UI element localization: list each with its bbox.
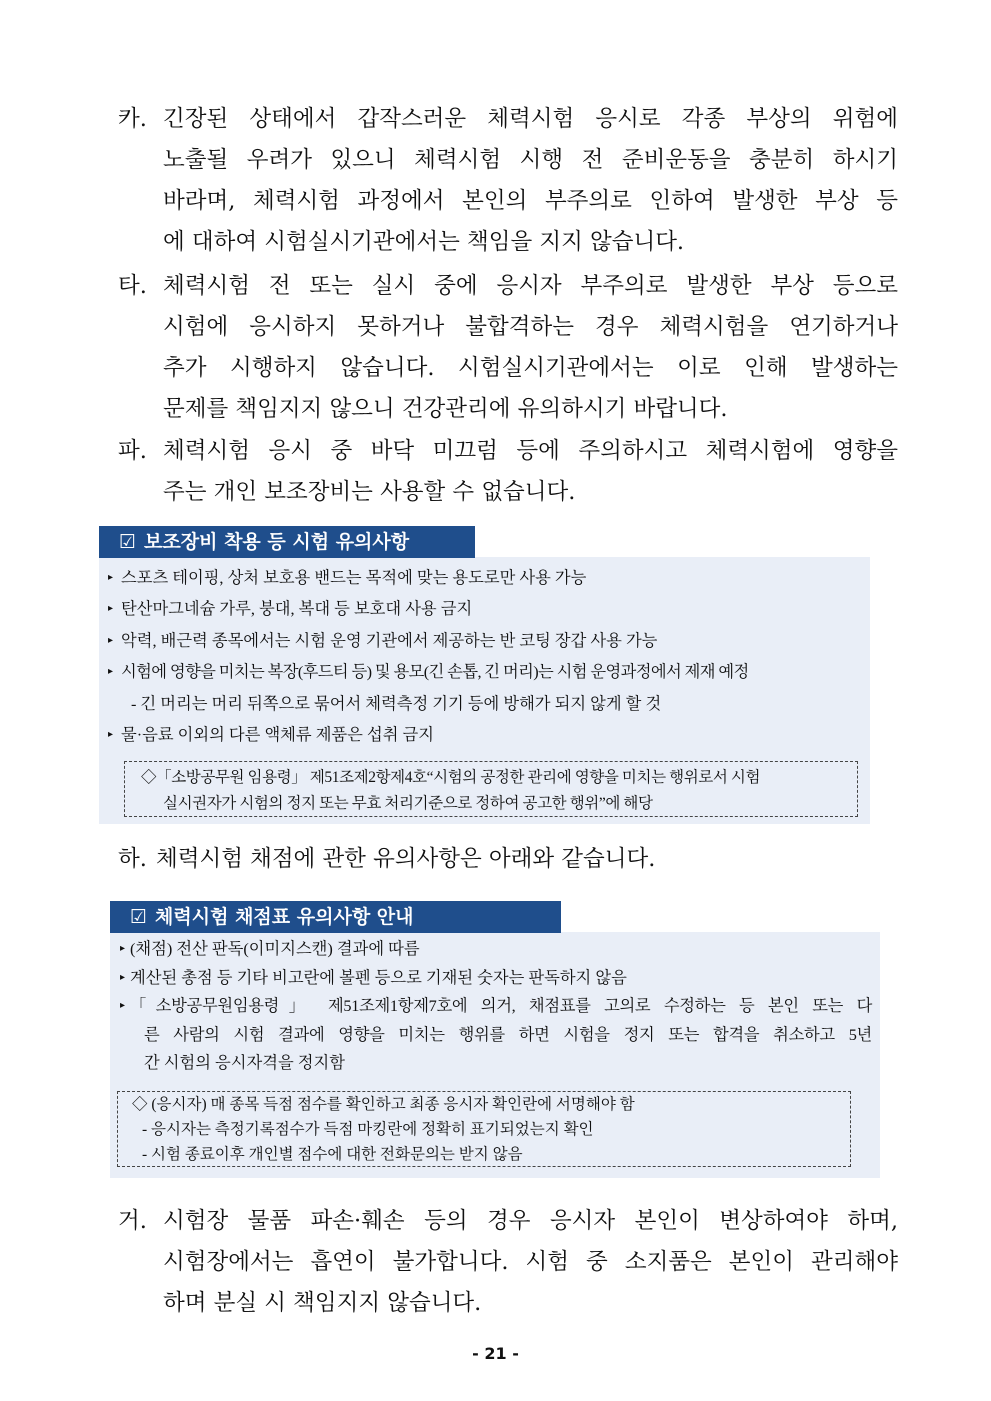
paragraph-line: 에 대하여 시험실시기관에서는 책임을 지지 않습니다. [163,229,685,255]
list-item: ▸ 악력, 배근력 종목에서는 시험 운영 기관에서 제공하는 반 코팅 장갑 사용 가능 [99,625,870,656]
note-line: ◇「소방공무원 임용령」 제51조제2항제4호“시험의 공정한 관리에 영향을 미치는 행위로서 시험 [141,769,761,786]
list-item: ▸ 「소방공무원임용령」 제51조제1항제7호에 의거, 채점표를 고의로 수정하는 등 본인 또는 다 른 사람의 시험 결과에 영향을 미치는 행위를 하면 시험을 정지 또는 합격을 취소하고 5년 간 시험의 응시자격을 정지함 [114,992,872,1078]
paragraph-marker: 거. [118,1208,147,1234]
paragraph-line: 체력시험 응시 중 바닥 미끄럼 등에 주의하시고 체력시험에 영향을 [163,438,898,464]
note-line: ◇ (응시자) 매 종목 득점 점수를 확인하고 최종 응시자 확인란에 서명해야 함 [132,1096,635,1113]
bullet-icon: ▸ [108,603,114,615]
bullet-icon: ▸ [120,1000,126,1012]
paragraph-line: 하며 분실 시 책임지지 않습니다. [163,1290,482,1316]
paragraph-line: 체력시험 채점에 관한 유의사항은 아래와 같습니다. [156,846,656,872]
bullet-icon: ▸ [120,943,126,954]
paragraph-ta [118,266,898,430]
bullet-icon: ▸ [108,666,113,678]
paragraph-ka [118,99,898,263]
paragraph-geo [118,1201,898,1324]
note-line: - 시험 종료이후 개인별 점수에 대한 전화문의는 받지 않음 [142,1146,523,1163]
scoring-note-box [117,1091,851,1167]
paragraph-line: 시험에 응시하지 못하거나 불합격하는 경우 체력시험을 연기하거나 [163,314,898,340]
paragraph-marker: 카. [118,106,147,132]
list-item: ▸ 시험에 영향을 미치는 복장(후드티 등) 및 용모(긴 손톱, 긴 머리)는 시험 운영과정에서 제재 예정 [99,656,870,687]
bullet-icon: ▸ [108,634,114,646]
list-item: ▸ 탄산마그네슘 가루, 붕대, 복대 등 보호대 사용 금지 [99,593,870,624]
list-item: ▸ (채점) 전산 판독(이미지스캔) 결과에 따름 [114,935,872,964]
paragraph-ha [118,839,898,880]
checkbox-icon: ☑ [130,906,148,928]
paragraph-line: 추가 시행하지 않습니다. 시험실시기관에서는 이로 인해 발생하는 [163,355,898,381]
note-line: 실시권자가 시험의 정지 또는 무효 처리기준으로 정하여 공고한 행위”에 해당 [163,795,653,812]
paragraph-pa [118,431,898,513]
paragraph-line: 긴장된 상태에서 갑작스러운 체력시험 응시로 각종 부상의 위험에 [163,106,898,132]
legal-note-box [124,761,858,817]
paragraph-marker: 타. [118,273,147,299]
paragraph-marker: 하. [118,846,147,872]
paragraph-line: 노출될 우려가 있으니 체력시험 시행 전 준비운동을 충분히 하시기 [163,147,898,173]
page-number: - 21 - [472,1344,519,1363]
note-line: - 응시자는 측정기록점수가 득점 마킹란에 정확히 표기되었는지 확인 [142,1121,594,1138]
paragraph-line: 체력시험 전 또는 실시 중에 응시자 부주의로 발생한 부상 등으로 [163,273,898,299]
paragraph-line: 바라며, 체력시험 과정에서 본인의 부주의로 인하여 발생한 부상 등 [163,188,898,214]
checkbox-icon: ☑ [119,531,137,553]
paragraph-line: 시험장 물품 파손·훼손 등의 경우 응시자 본인이 변상하여야 하며, [163,1208,898,1234]
list-item: ▸ 계산된 총점 등 기타 비고란에 볼펜 등으로 기재된 숫자는 판독하지 않음 [114,964,872,993]
paragraph-marker: 파. [118,438,147,464]
box-title-scoring: ☑ 체력시험 채점표 유의사항 안내 [110,901,561,933]
paragraph-line: 주는 개인 보조장비는 사용할 수 없습니다. [163,479,576,505]
bullet-icon: ▸ [120,971,126,983]
bullet-icon: ▸ [108,572,114,583]
paragraph-line: 문제를 책임지지 않으니 건강관리에 유의하시기 바랍니다. [163,396,728,422]
list-item: ▸ 스포츠 테이핑, 상처 보호용 밴드는 목적에 맞는 용도로만 사용 가능 [99,562,870,593]
list-subitem: - 긴 머리는 머리 뒤쪽으로 묶어서 체력측정 기기 등에 방해가 되지 않게 할 것 [131,693,662,713]
bullet-icon: ▸ [108,729,114,741]
paragraph-line: 시험장에서는 흡연이 불가합니다. 시험 중 소지품은 본인이 관리해야 [163,1249,898,1275]
list-item: ▸ 물·음료 이외의 다른 액체류 제품은 섭취 금지 [99,719,870,750]
box-title-equipment: ☑ 보조장비 착용 등 시험 유의사항 [99,526,475,558]
